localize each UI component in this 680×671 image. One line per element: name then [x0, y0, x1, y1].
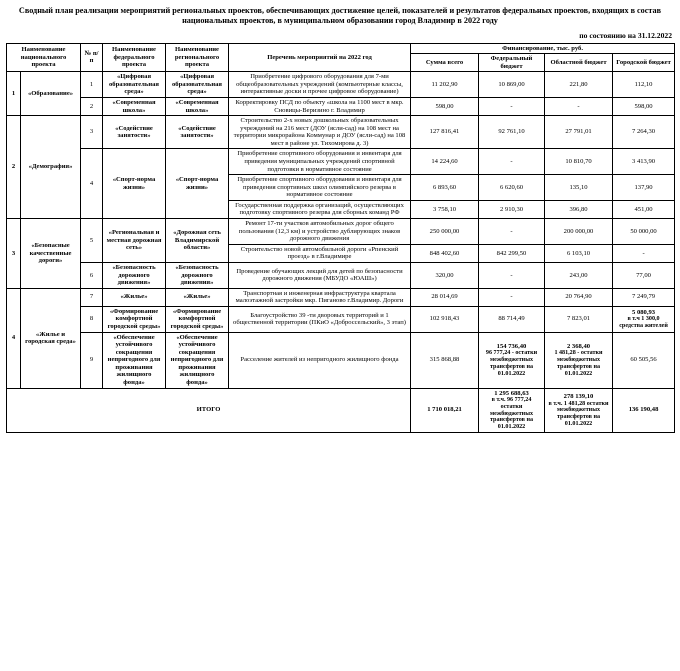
federal-project-name: «Спорт-норма жизни»	[103, 149, 166, 219]
table-row	[7, 116, 675, 149]
table-row	[7, 149, 675, 175]
th-regional-project: Наименование регионального проекта	[166, 43, 229, 72]
table-row	[7, 306, 675, 332]
regional-project-name: «Спорт-норма жизни»	[166, 149, 229, 219]
amount-total: 11 202,90	[411, 72, 479, 98]
measure-description: Ремонт 17-ти участков автомобильных дорог общего пользования (12,3 км) и устройство дублирующих знаков дорожного движения	[229, 219, 411, 245]
amount-federal: -	[479, 219, 545, 245]
row-number: 7	[81, 288, 103, 306]
amount-city-cell	[613, 306, 675, 332]
total-amount-total: 1 710 018,21	[411, 388, 479, 432]
amount-total: 250 000,00	[411, 219, 479, 245]
amount-regional: 243,00	[545, 262, 613, 288]
amount-federal: 88 714,49	[479, 306, 545, 332]
page-title: Сводный план реализации мероприятий региональных проектов, обеспечивающих достижение целей, показателей и результатов федеральных проектов, входящих в состав национальных проектов, в муниципальном образовании город Владимир в 2022 году	[18, 6, 662, 26]
amount-city: 451,00	[613, 200, 675, 218]
regional-project-name: «Обеспечение устойчивого сокращения непригодного для проживания жилищного фонда»	[166, 332, 229, 388]
th-regional-budget: Областной бюджет	[545, 54, 613, 72]
amount-total: 28 014,69	[411, 288, 479, 306]
table-row	[7, 219, 675, 245]
amount-total: 315 868,88	[411, 332, 479, 388]
national-project-name: «Жилье и городская среда»	[21, 288, 81, 388]
amount-city: 5 080,93	[632, 308, 656, 316]
measure-description: Приобретение спортивного оборудования и инвентаря для приведения спортивных школ олимпийского резерва в нормативное состояние	[229, 175, 411, 201]
th-measures: Перечень мероприятий на 2022 год	[229, 43, 411, 72]
th-city-budget: Городской бюджет	[613, 54, 675, 72]
measure-description: Приобретение спортивного оборудования и инвентаря для приведения муниципальных учреждений спортивной подготовки в нормативное состояние	[229, 149, 411, 175]
regional-project-name: «Формирование комфортной городской среды»	[166, 306, 229, 332]
amount-federal: 10 869,00	[479, 72, 545, 98]
th-federal-project: Наименование федерального проекта	[103, 43, 166, 72]
amount-total: 6 893,60	[411, 175, 479, 201]
amount-regional: 7 823,01	[545, 306, 613, 332]
total-amount-regional: 278 139,10	[563, 392, 594, 400]
measure-description: Проведение обучающих лекций для детей по безопасности дорожного движения (МБУДО «ЮАШ»)	[229, 262, 411, 288]
amount-total: 848 402,60	[411, 244, 479, 262]
row-number: 2	[81, 97, 103, 115]
amount-total: 3 758,10	[411, 200, 479, 218]
measure-description: Приобретение цифрового оборудования для 7-ми общеобразовательных учреждений (компьютерные классы, интерактивные доски и прочее цифровое оборудование)	[229, 72, 411, 98]
federal-project-name: «Современная школа»	[103, 97, 166, 115]
amount-city: 60 505,56	[613, 332, 675, 388]
th-financing: Финансирование, тыс. руб.	[411, 43, 675, 54]
row-number: 4	[81, 149, 103, 219]
measure-description: Строительство 2-х новых дошкольных образовательных учреждений на 216 мест (ДОУ (ясли-сад) на 108 мест на территории микрорайона Коммунар и ДОУ (ясли-сад) на 108 мест в районе ул. Тихомирова д. 3)	[229, 116, 411, 149]
status-date: по состоянию на 31.12.2022	[579, 30, 672, 40]
federal-project-name: «Региональная и местная дорожная сеть»	[103, 219, 166, 263]
amount-federal: -	[479, 149, 545, 175]
amount-federal: -	[479, 288, 545, 306]
row-number: 8	[81, 306, 103, 332]
federal-project-name: «Содействие занятости»	[103, 116, 166, 149]
regional-project-name: «Содействие занятости»	[166, 116, 229, 149]
th-national-project: Наименование национального проекта	[7, 43, 81, 72]
total-amount-regional-note: в т.ч. 1 481,28 остатки межбюджетных трансфертов на 01.01.2022	[548, 400, 609, 427]
amount-federal-note: 96 777,24 - остатки межбюджетных трансфертов на 01.01.2022	[485, 350, 538, 377]
table-header-row	[7, 43, 675, 54]
regional-project-name: «Безопасность дорожного движения»	[166, 262, 229, 288]
amount-regional: -	[545, 97, 613, 115]
amount-federal-cell	[479, 332, 545, 388]
national-project-name: «Безопасные качественные дороги»	[21, 219, 81, 289]
federal-project-name: «Цифровая образовательная среда»	[103, 72, 166, 98]
amount-city: -	[613, 244, 675, 262]
amount-regional: 2 368,40	[566, 342, 591, 350]
amount-city: 112,10	[613, 72, 675, 98]
table-row	[7, 332, 675, 388]
amount-city: 598,00	[613, 97, 675, 115]
total-amount-federal-cell	[479, 388, 545, 432]
table-row	[7, 72, 675, 98]
amount-regional: 27 791,01	[545, 116, 613, 149]
table-row	[7, 97, 675, 115]
total-amount-city: 136 190,48	[613, 388, 675, 432]
federal-project-name: «Жилье»	[103, 288, 166, 306]
amount-regional: 200 000,00	[545, 219, 613, 245]
row-number: 6	[81, 262, 103, 288]
amount-city: 7 264,30	[613, 116, 675, 149]
amount-federal: -	[479, 97, 545, 115]
row-number: 3	[81, 116, 103, 149]
amount-total: 14 224,60	[411, 149, 479, 175]
amount-federal: 92 761,10	[479, 116, 545, 149]
total-amount-federal-note: в т.ч. 96 777,24 остатки межбюджетных трансфертов на 01.01.2022	[489, 397, 534, 431]
amount-city-note: в т.ч 1 300,0 средства жителей	[619, 316, 668, 329]
amount-federal: -	[479, 262, 545, 288]
table-row	[7, 288, 675, 306]
measure-description: Строительство новой автомобильной дороги «Рпенский проезд» в г.Владимире	[229, 244, 411, 262]
regional-project-name: «Цифровая образовательная среда»	[166, 72, 229, 98]
amount-total: 102 918,43	[411, 306, 479, 332]
amount-regional: 10 810,70	[545, 149, 613, 175]
regional-project-name: «Современная школа»	[166, 97, 229, 115]
amount-regional-note: 1 481,28 - остатки межбюджетных трансфертов на 01.01.2022	[554, 350, 603, 377]
th-row-number: № п/п	[81, 43, 103, 72]
total-amount-federal: 1 295 688,63	[494, 389, 529, 397]
total-label: ИТОГО	[7, 388, 411, 432]
amount-regional: 6 103,10	[545, 244, 613, 262]
federal-project-name: «Обеспечение устойчивого сокращения непригодного для проживания жилищного фонда»	[103, 332, 166, 388]
amount-city: 50 000,00	[613, 219, 675, 245]
amount-city: 77,00	[613, 262, 675, 288]
th-federal-budget: Федеральный бюджет	[479, 54, 545, 72]
row-number: 5	[81, 219, 103, 263]
amount-total: 320,00	[411, 262, 479, 288]
amount-federal: 154 736,40	[496, 342, 527, 350]
national-project-number: 4	[7, 288, 21, 388]
summary-table	[6, 43, 675, 433]
measure-description: Государственная поддержка организаций, осуществляющих подготовку спортивного резерва для сборных команд РФ	[229, 200, 411, 218]
amount-regional: 135,10	[545, 175, 613, 201]
row-number: 1	[81, 72, 103, 98]
amount-city: 7 249,79	[613, 288, 675, 306]
amount-regional: 396,80	[545, 200, 613, 218]
measure-description: Корректировку ПСД по объекту «школа на 1100 мест в мкр. Сновицы-Веризино г. Владимир	[229, 97, 411, 115]
measure-description: Благоустройство 39 -ти дворовых территорий и 1 общественной территории (ПКиО «Доброссельский», 3 этап)	[229, 306, 411, 332]
measure-description: Транспортная и инженерная инфраструктура квартала малоэтажной застройки мкр. Пигановo г.Владимир. Дороги	[229, 288, 411, 306]
amount-federal: 6 620,60	[479, 175, 545, 201]
national-project-name: «Демография»	[21, 116, 81, 219]
amount-regional: 221,80	[545, 72, 613, 98]
national-project-name: «Образование»	[21, 72, 81, 116]
amount-total: 127 816,41	[411, 116, 479, 149]
amount-total: 598,00	[411, 97, 479, 115]
row-number: 9	[81, 332, 103, 388]
regional-project-name: «Жилье»	[166, 288, 229, 306]
amount-city: 3 413,90	[613, 149, 675, 175]
table-total-row	[7, 388, 675, 432]
th-total: Сумма всего	[411, 54, 479, 72]
regional-project-name: «Дорожная сеть Владимирской области»	[166, 219, 229, 263]
measure-description: Расселение жителей из непригодного жилищного фонда	[229, 332, 411, 388]
federal-project-name: «Формирование комфортной городской среды»	[103, 306, 166, 332]
table-row	[7, 262, 675, 288]
amount-federal: 842 299,50	[479, 244, 545, 262]
national-project-number: 1	[7, 72, 21, 116]
amount-city: 137,90	[613, 175, 675, 201]
total-amount-regional-cell	[545, 388, 613, 432]
amount-regional-cell	[545, 332, 613, 388]
amount-regional: 20 764,90	[545, 288, 613, 306]
national-project-number: 3	[7, 219, 21, 289]
national-project-number: 2	[7, 116, 21, 219]
amount-federal: 2 910,30	[479, 200, 545, 218]
federal-project-name: «Безопасность дорожного движения»	[103, 262, 166, 288]
